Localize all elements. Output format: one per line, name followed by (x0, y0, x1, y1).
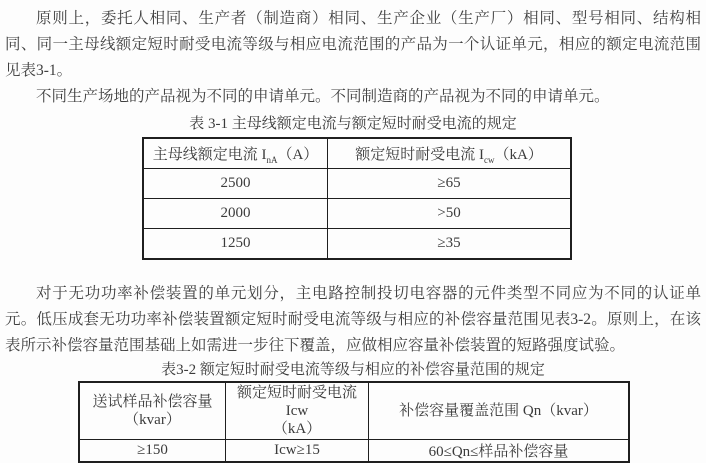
table-row (143, 169, 571, 199)
table-cell-rated-current: 2500 (143, 169, 328, 199)
table-cell-sample-capacity: ≥150 (79, 440, 226, 463)
table1-busbar-current (142, 137, 572, 260)
header-text: 额定短时耐受电流 I (355, 147, 484, 163)
header-text: 送试样品补偿容量 (92, 394, 213, 410)
table-cell-withstand-current: ≥35 (328, 229, 572, 260)
table-cell-rated-current: 2000 (143, 199, 328, 229)
paragraph-certification-unit: 原则上，委托人相同、生产者（制造商）相同、生产企业（生产厂）相同、型号相同、结构相同、同一主母线额定短时耐受电流等级与相应电流范围的产品为一个认证单元，相应的额定电流范围见表3-1。 (5, 10, 701, 79)
table-cell-rated-current: 1250 (143, 229, 328, 260)
table1-title: 表 3-1 主母线额定电流与额定短时耐受电流的规定 (189, 116, 517, 132)
header-subscript: nA (266, 155, 278, 165)
table2-header-coverage-range (369, 382, 630, 440)
header-text: 补偿容量覆盖范围 Qn（kvar） (399, 403, 598, 419)
table1-header-row (143, 138, 571, 169)
table2-header-row (79, 382, 629, 440)
table-cell-withstand-current: ≥65 (328, 169, 572, 199)
table1-header-withstand-current (328, 138, 572, 169)
table-cell-coverage-range: 60≤Qn≤样品补偿容量 (369, 440, 630, 463)
paragraph-application-unit: 不同生产场地的产品视为不同的申请单元。不同制造商的产品视为不同的申请单元。 (36, 88, 610, 105)
header-text: 额定短时耐受电流 Icw (236, 385, 357, 419)
table2-header-withstand-current (226, 382, 369, 440)
table2-compensation-capacity (78, 381, 630, 463)
header-unit: （kvar） (124, 412, 181, 428)
header-unit: （kA） (494, 147, 543, 163)
table-row (143, 229, 571, 260)
table1-header-rated-current (143, 138, 328, 169)
header-unit: （kA） (272, 421, 322, 437)
document-page (0, 6, 706, 460)
header-subscript: cw (483, 155, 495, 165)
header-unit: （A） (277, 147, 319, 163)
table-cell-withstand-current: Icw≥15 (226, 440, 369, 463)
header-text: 主母线额定电流 I (152, 147, 267, 163)
table2-title: 表3-2 额定短时耐受电流等级与相应的补偿容量范围的规定 (161, 362, 545, 378)
paragraph-compensation-device: 对于无功功率补偿装置的单元划分，主电路控制投切电容器的元件类型不同应为不同的认证单元。低压成套无功功率补偿装置额定短时耐受电流等级与相应的补偿容量范围见表3-2。原则上，在该表所示补偿容量范围基础上如需进一步往下覆盖，应做相应容量补偿装置的短路强度试验。 (5, 285, 701, 354)
table-row (143, 199, 571, 229)
table2-header-sample-capacity (79, 382, 226, 440)
table-cell-withstand-current: >50 (328, 199, 572, 229)
table-row (79, 440, 629, 463)
